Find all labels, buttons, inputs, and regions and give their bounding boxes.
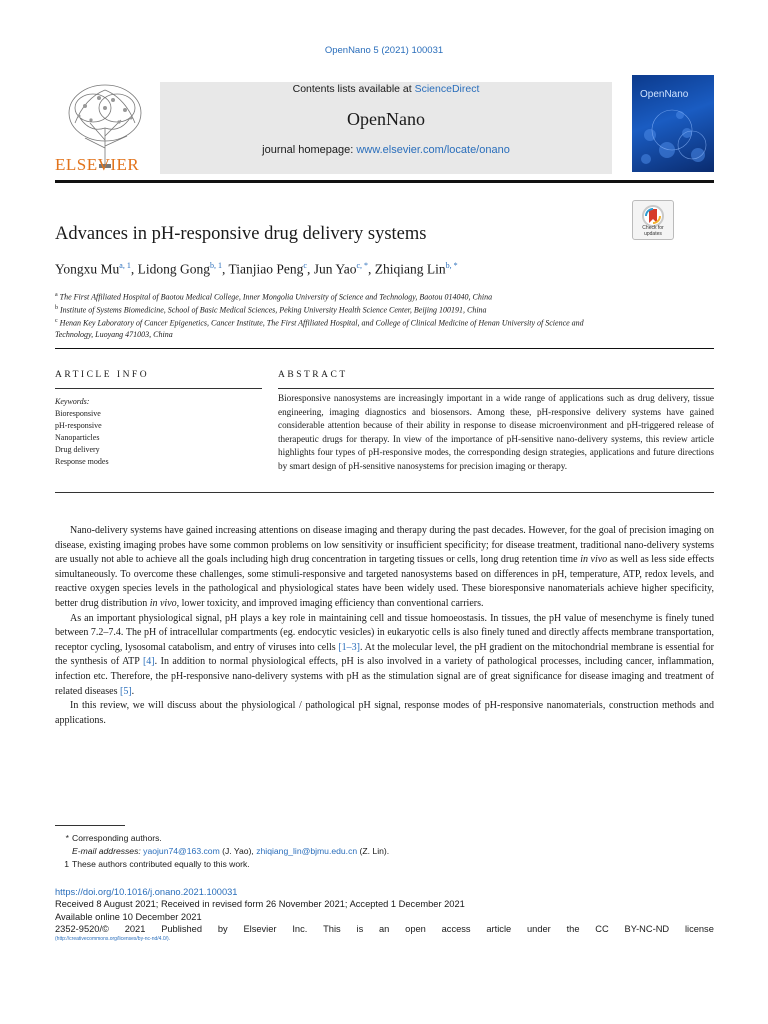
author-name[interactable]: Zhiqiang Lin [374,261,446,277]
author-marks[interactable]: c [303,261,307,270]
article-title: Advances in pH-responsive drug delivery systems [55,224,427,244]
keyword-item: Drug delivery [55,445,100,454]
keyword-item: Bioresponsive [55,409,101,418]
body-text [55,524,714,728]
author-name[interactable]: Yongxu Mu [55,261,120,277]
email-link[interactable]: zhiqiang_lin@bjmu.edu.cn [256,846,358,856]
check-for-updates-badge[interactable] [632,200,674,240]
abstract-heading: ABSTRACT [278,370,348,380]
body-paragraph: Nano-delivery systems have gained increasing attentions on disease imaging and therapy during the past decades. However, for the goal of precision imaging on disease, existing imaging probes have some common problems on low sensitivity or insufficient specificity; for disease treatment, traditional nano-delivery systems are usually not able to achieve all the goals including high drug concentration in targeting tissues or cells, long drug retention time in vivo as well as less side effects simultaneously. To overcome these challenges, some stimuli-responsive and targeted nanosystems based on differences in pH, temperature, ATP, redox levels, and reactive oxygen species levels in the pathological and physiological states have been widely used. These bioresponsive nanomaterials achieve higher specificity, better drug distribution in vivo, lower toxicity, and improved imaging efficiency than conventional carriers. [55,525,715,609]
license-url-link[interactable]: (http://creativecommons.org/licenses/by-nc-nd/4.0/). [55,936,171,943]
body-paragraph: In this review, we will discuss about the physiological / pathological pH signal, response modes of pH-responsive nanomaterials, construction methods and applications. [55,700,714,726]
footnotes [55,832,655,871]
keyword-item: Response modes [55,457,109,466]
article-info-rule [55,388,262,389]
publisher-wordmark: ELSEVIER [55,155,140,174]
abstract-text: Bioresponsive nanosystems are increasingly important in a wide range of applications such as drug delivery, tissue engineering, imaging diagnostics and biosensors. Among these, pH-responsive delivery systems have gained considerable attention because of their ability in response to disease microenvironment and pH-triggered release of therapeutic drugs for therapy. In view of the importance of pH-sensitive nano-delivery systems, this review article highlights four types of pH-responsive modes, the corresponding design strategies, applications and future directions by smart design of pH-sensitive nanosystems for precision imaging or therapy. [278,393,714,471]
author-marks[interactable]: b, 1 [209,261,222,270]
affiliation-item: $^a$ The First Affiliated Hospital of Baotou Medical College, Inner Mongolia University of Science and Technology, Baotou 014040, China [55,292,493,302]
affiliations [55,290,615,341]
history-dates: Received 8 August 2021; Received in revised form 26 November 2021; Accepted 1 December 2021 [55,899,465,910]
sciencedirect-link[interactable]: ScienceDirect [414,83,480,95]
equal-contribution-note: 1 These authors contributed equally to this work. [64,859,250,869]
journal-masthead [160,82,612,174]
affiliation-item: $^c$ Henan Key Laboratory of Cancer Epigenetics, Cancer Institute, The First Affiliated Hospital, and College of Clinical Medicine of Henan University of Science and Technology, Luoyang 471003, China [55,318,584,340]
email-note: E-mail addresses: yaojun74@163.com (J. Yao), zhiqiang_lin@bjmu.edu.cn (Z. Lin). [72,846,390,856]
journal-reference[interactable]: OpenNano 5 (2021) 100031 [324,45,444,56]
corresponding-note: * Corresponding authors. [65,833,162,843]
keyword-item: Nanoparticles [55,433,100,442]
body-paragraph: As an important physiological signal, pH plays a key role in maintaining cell and tissue homoeostasis. In tissues, the pH value of mesenchyme is finely tuned between 7.2–7.4. The pH of intracellular compartments (eg. endocytic vesicles) in eukaryotic cells is also finely tuned and directly affects membrane transportation, receptor cycling, lysosomal catabolism, and entry of viruses into cells [1–3]. At the molecular level, the pH gradient on the mitochondrial membrane is essential for the synthesis of ATP [4]. In addition to normal physiological effects, pH is also involved in a variety of pathological processes, including cancer, inflammation, infection etc. Therefore, the pH-responsive nano-delivery systems with pH as the stimulation signal are of great significance for disease imaging and treatment of related diseases [5]. [55,612,715,697]
keywords-list [55,396,255,468]
article-info-heading: ARTICLE INFO [55,370,150,380]
journal-homepage-link[interactable]: www.elsevier.com/locate/onano [356,144,510,156]
affiliation-item: $^b$ Institute of Systems Biomedicine, School of Basic Medical Sciences, Peking University Health Science Center, Beijing 100191, China [55,305,487,315]
author-name[interactable]: Tianjiao Peng [228,261,304,277]
citation-link[interactable]: [1–3] [338,641,361,653]
online-date: Available online 10 December 2021 [55,911,202,922]
author-marks[interactable]: c, * [356,261,369,270]
abstract-bottom-rule [55,492,714,493]
author-marks[interactable]: a, 1 [119,261,131,270]
doi-link[interactable]: https://doi.org/10.1016/j.onano.2021.100031 [55,887,238,897]
author-marks[interactable]: b, * [445,261,458,270]
header-rule [55,180,714,183]
homepage-line: journal homepage: www.elsevier.com/locate/onano [262,144,510,156]
author-name[interactable]: Lidong Gong [137,261,210,277]
footnote-rule [55,825,125,826]
abstract-rule [278,388,714,389]
email-link[interactable]: yaojun74@163.com [143,846,220,856]
citation-link[interactable]: [5] [119,685,132,697]
section-rule [55,348,714,349]
check-badge-label: Check for updates [642,225,664,237]
author-list: Yongxu Mu$^{a, 1}$, Lidong Gong$^{b, 1}$, Tianjiao Peng$^c$, Jun Yao$^{c, *}$, Zhiqiang Lin$^{b, *}$ [55,261,458,277]
license-line: 2352-9520/© 2021 Published by Elsevier Inc. This is an open access article under the CC BY-NC-ND license [55,923,714,934]
author-name[interactable]: Jun Yao [313,261,357,277]
keywords-label: Keywords: [55,397,90,406]
contents-line: Contents lists available at ScienceDirect [292,83,480,95]
cover-title: OpenNano [640,89,689,100]
journal-name: OpenNano [347,109,425,129]
keyword-item: pH-responsive [55,421,102,430]
article-metadata [55,886,714,943]
citation-link[interactable]: [4] [142,656,155,668]
journal-cover-image[interactable] [632,75,714,172]
